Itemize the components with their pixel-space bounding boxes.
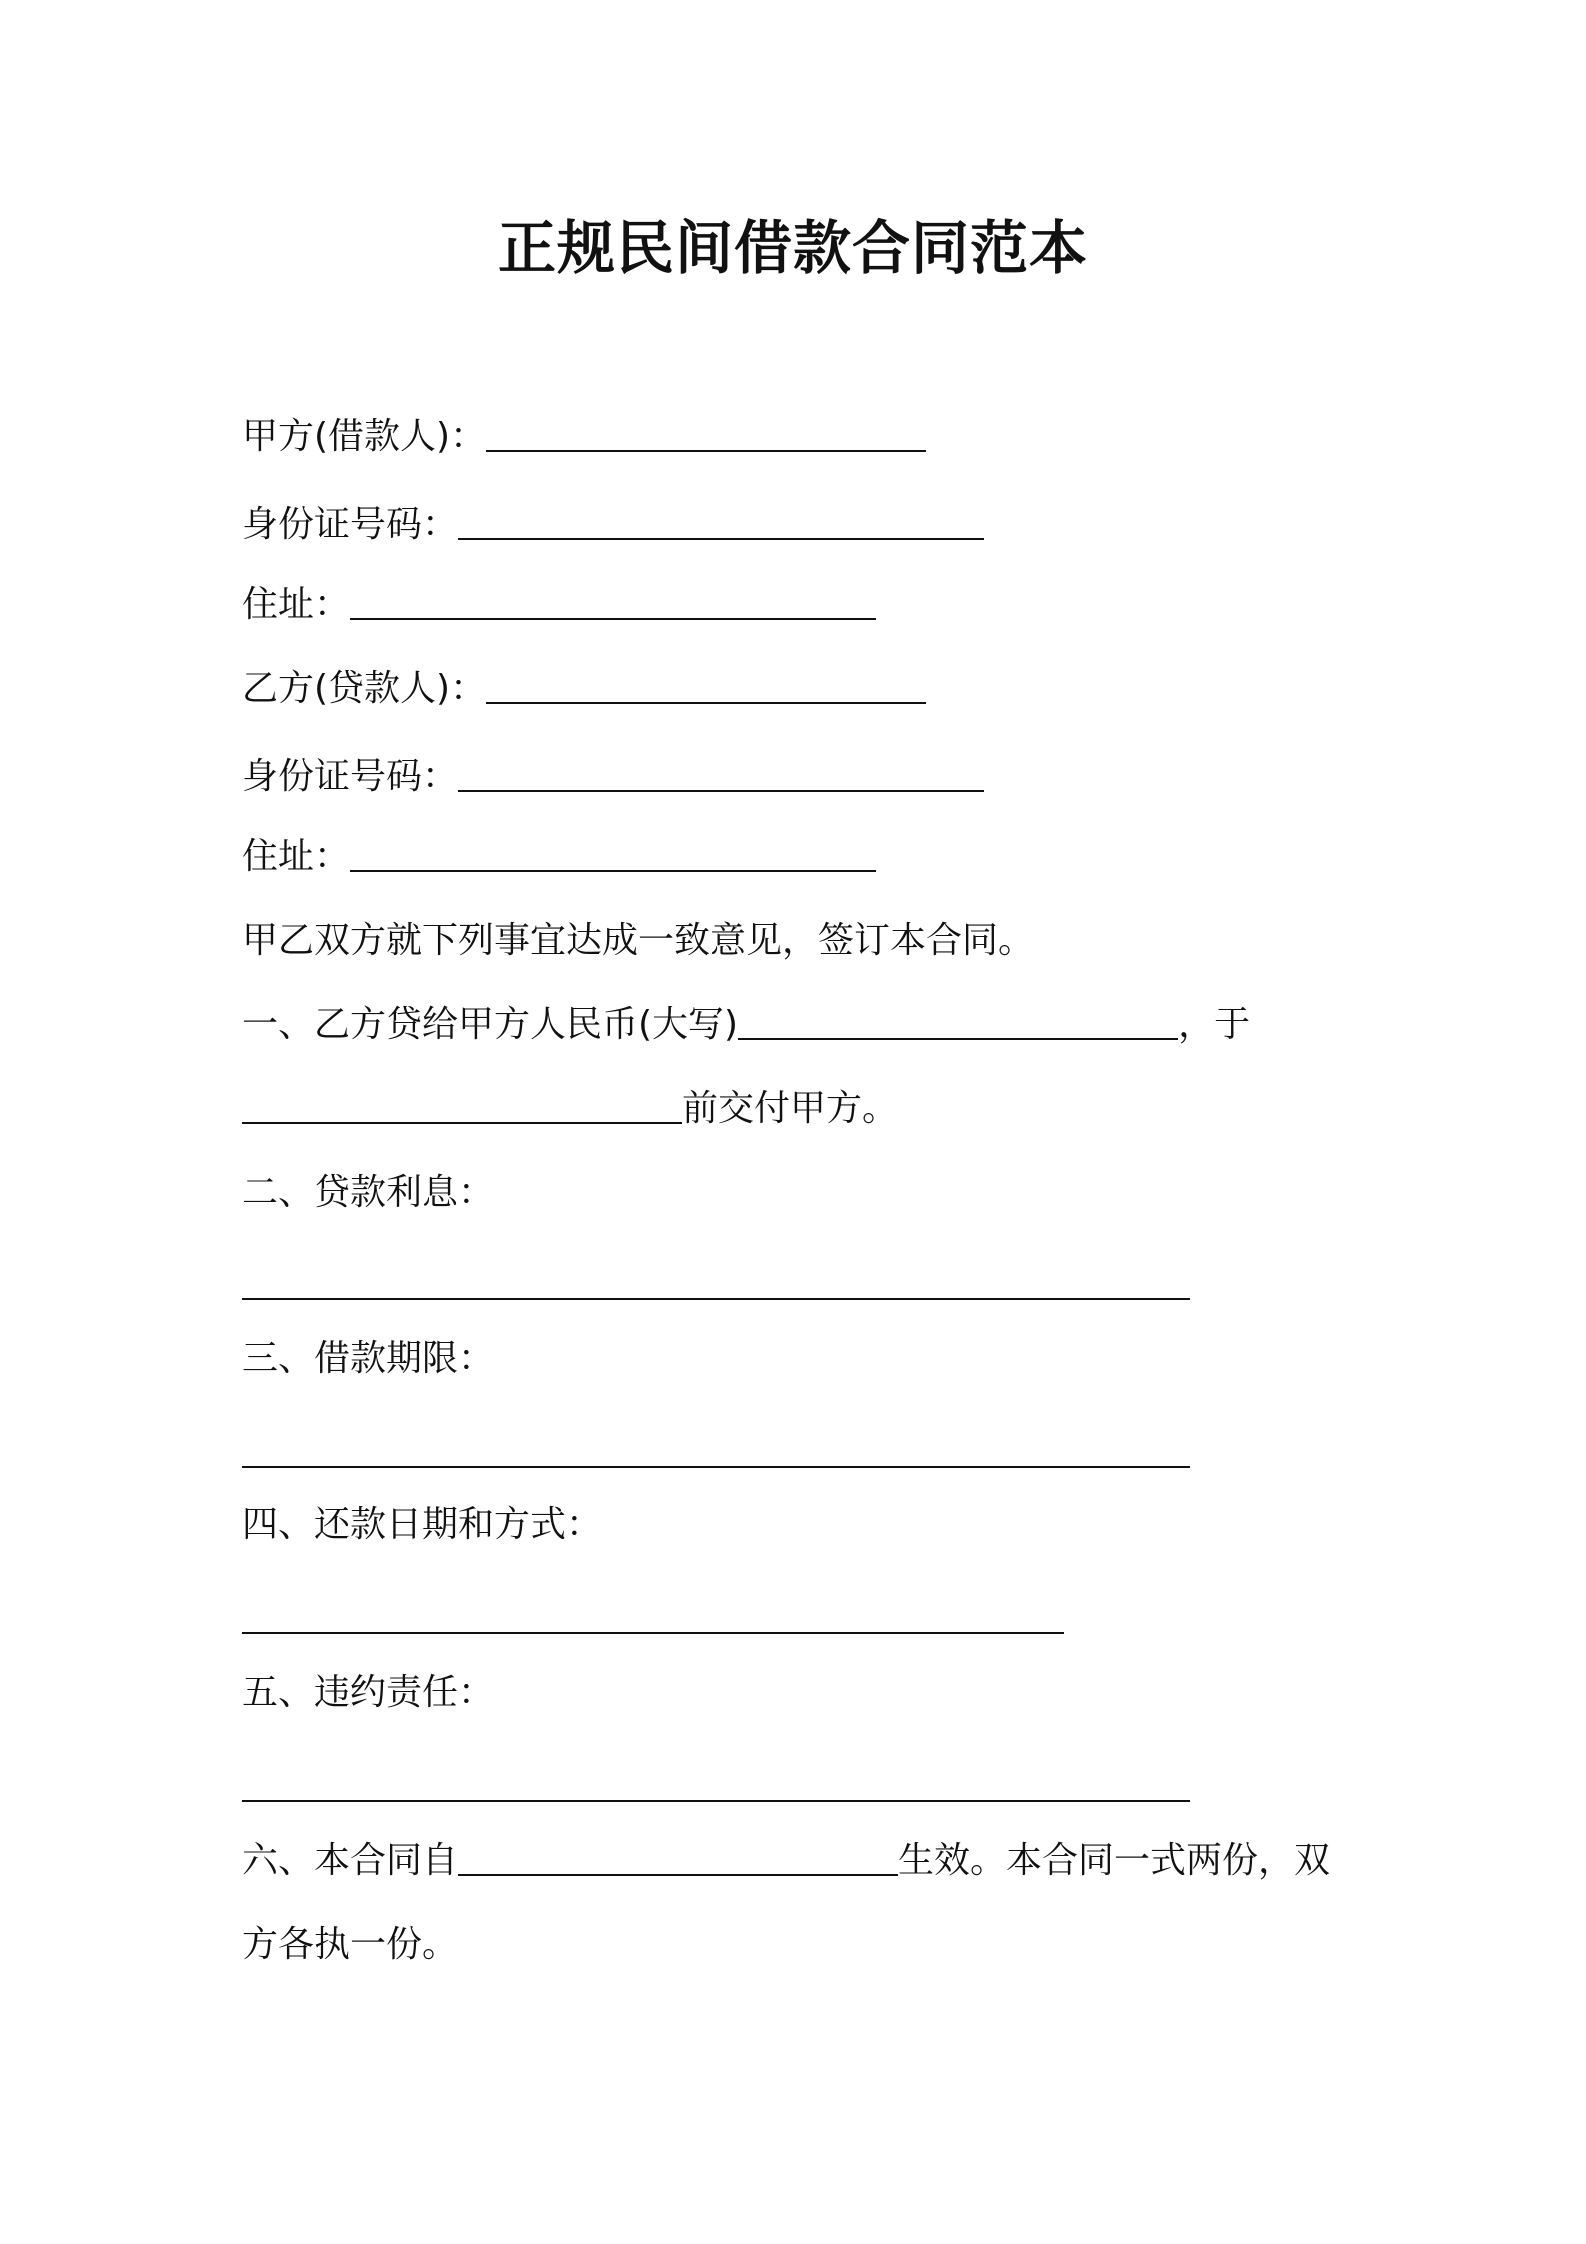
- party-b-row: [242, 664, 926, 714]
- party-b-id-row: [242, 752, 984, 802]
- clause-3-fill-line[interactable]: [242, 1466, 1190, 1468]
- clause-2-heading: 二、贷款利息：: [242, 1172, 495, 1213]
- party-a-row: [242, 412, 926, 462]
- party-b-label: 乙方(贷款人)：: [242, 668, 487, 709]
- effective-date-field[interactable]: [458, 1836, 898, 1876]
- clause-1-row-2: [242, 1084, 898, 1134]
- party-a-id-field[interactable]: [458, 500, 984, 540]
- clause-5-fill-line[interactable]: [242, 1800, 1190, 1802]
- clause-4-heading: 四、还款日期和方式：: [242, 1504, 603, 1545]
- clause-5-heading: 五、违约责任：: [242, 1672, 495, 1713]
- clause-6-row-2: 方各执一份。: [242, 1924, 459, 1965]
- party-b-address-row: [242, 832, 876, 882]
- clause-6-row-1: [242, 1836, 1330, 1886]
- party-b-id-field[interactable]: [458, 752, 984, 792]
- party-b-address-label: 住址：: [242, 836, 351, 877]
- party-a-address-label: 住址：: [242, 584, 351, 625]
- clause-1-text-a: 一、乙方贷给甲方人民币(大写): [242, 1004, 739, 1045]
- party-a-name-field[interactable]: [486, 412, 926, 452]
- party-b-address-field[interactable]: [350, 832, 876, 872]
- document-title: 正规民间借款合同范本: [497, 214, 1088, 282]
- party-a-id-label: 身份证号码：: [242, 504, 459, 545]
- delivery-date-field[interactable]: [242, 1084, 682, 1124]
- clause-6-text-b: 生效。本合同一式两份，双: [898, 1840, 1331, 1881]
- loan-amount-field[interactable]: [738, 1000, 1178, 1040]
- party-a-address-field[interactable]: [350, 580, 876, 620]
- party-a-label: 甲方(借款人)：: [242, 416, 487, 457]
- party-a-id-row: [242, 500, 984, 550]
- clause-1-text-c: 前交付甲方。: [682, 1088, 899, 1129]
- clause-1-text-b: ，于: [1178, 1004, 1251, 1045]
- party-a-address-row: [242, 580, 876, 630]
- clause-2-fill-line[interactable]: [242, 1298, 1190, 1300]
- clause-3-heading: 三、借款期限：: [242, 1338, 495, 1379]
- clause-4-fill-line[interactable]: [242, 1632, 1064, 1634]
- party-b-name-field[interactable]: [486, 664, 926, 704]
- clause-6-text-a: 六、本合同自: [242, 1840, 459, 1881]
- intro-text: 甲乙双方就下列事宜达成一致意见，签订本合同。: [242, 920, 1035, 961]
- clause-1-row-1: [242, 1000, 1250, 1050]
- party-b-id-label: 身份证号码：: [242, 756, 459, 797]
